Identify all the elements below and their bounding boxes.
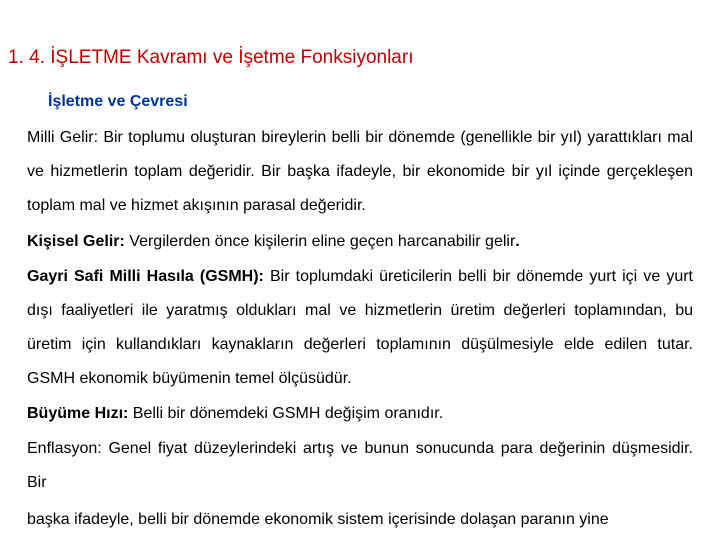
definition-kisisel-gelir: Kişisel Gelir: Vergilerden önce kişilerin eline geçen harcanabilir gelir.	[27, 233, 520, 250]
term-buyume-hizi: Büyüme Hızı:	[27, 405, 129, 422]
definition-text: Vergilerden önce kişilerin eline geçen harcanabilir gelir	[129, 233, 516, 250]
term-milli-gelir: Milli Gelir	[27, 129, 94, 146]
enflasyon-continuation: başka ifadeyle, belli bir dönemde ekonomik sistem içerisinde dolaşan paranın yine	[27, 511, 609, 528]
term-gsmh: Gayri Safi Milli Hasıla (GSMH):	[27, 268, 264, 285]
definition-text: Bir toplumu oluşturan bireylerin belli bir dönemde (genellikle bir yıl) yarattıkları mal ve hizmetlerin toplam değeridir. Bir başka ifadeyle, bir ekonomide bir yıl içinde gerçekleşen toplam mal ve hizmet akışının parasal değeridir.	[27, 129, 694, 214]
definition-milli-gelir: Milli Gelir: Bir toplumu oluşturan bireylerin belli bir dönemde (genellikle bir yıl) yarattıkları mal ve hizmetlerin toplam değeridir. Bir başka ifadeyle, bir ekonomide bir yıl içinde gerçekleşen toplam mal ve hizmet akışının parasal değeridir.	[27, 129, 694, 214]
term-kisisel-gelir: Kişisel Gelir:	[27, 233, 125, 250]
page-title: 1. 4. İŞLETME Kavramı ve İşetme Fonksiyonları	[8, 47, 414, 68]
definition-gsmh	[27, 260, 693, 396]
definition-text: Belli bir dönemdeki GSMH değişim oranıdır.	[132, 405, 444, 422]
section-subtitle: İşletme ve Çevresi	[48, 93, 188, 110]
definition-text: Bir toplumdaki üreticilerin belli bir dönemde yurt içi ve yurt dışı faaliyetleri ile yaratmış oldukları mal ve hizmetlerin üretim değerleri toplamından, bu üretim için kullandıkları kaynakların değerleri toplamının düşülmesiyle elde edilen tutar. GSMH ekonomik büyümenin temel ölçüsüdür.	[27, 268, 693, 387]
definition-enflasyon: Enflasyon: Genel fiyat düzeylerindeki artış ve bunun sonucunda para değerinin düşmesidir. Bir	[27, 440, 693, 491]
definition-buyume-hizi	[27, 397, 693, 431]
